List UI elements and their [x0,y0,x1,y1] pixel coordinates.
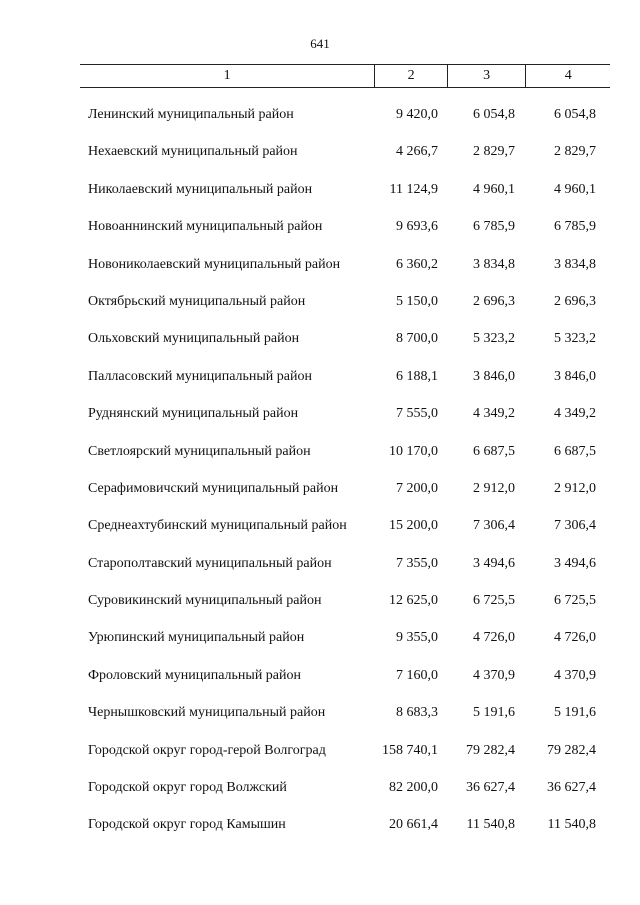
value-col-3: 3 494,6 [473,555,515,571]
district-name: Фроловский муниципальный район [88,667,302,683]
value-col-2: 5 150,0 [396,293,438,309]
district-name: Руднянский муниципальный район [88,406,299,422]
table-row [0,103,640,140]
district-name: Светлоярский муниципальный район [88,443,311,459]
value-col-3: 5 191,6 [473,705,515,721]
header-col-3: 3 [447,65,526,88]
table-row [0,365,640,402]
value-col-3: 4 349,2 [473,406,515,422]
value-col-2: 6 188,1 [396,368,438,384]
value-col-3: 6 725,5 [473,593,515,609]
value-col-2: 8 700,0 [396,331,438,347]
value-col-4: 5 323,2 [554,331,596,347]
value-col-2: 12 625,0 [389,593,438,609]
table-row [0,813,640,850]
table-row [0,178,640,215]
header-col-2: 2 [375,65,448,88]
value-col-4: 79 282,4 [547,742,596,758]
district-name: Николаевский муниципальный район [88,181,313,197]
value-col-2: 9 420,0 [396,107,438,122]
value-col-4: 2 829,7 [554,144,596,160]
value-col-2: 7 355,0 [396,555,438,571]
value-col-3: 3 846,0 [473,368,515,384]
value-col-3: 2 696,3 [473,293,515,309]
value-col-3: 4 960,1 [473,181,515,197]
value-col-4: 6 725,5 [554,593,596,609]
value-col-3: 2 912,0 [473,480,515,496]
value-col-4: 6 785,9 [554,219,596,235]
value-col-3: 7 306,4 [473,518,515,534]
table-row [0,215,640,252]
district-name: Чернышковский муниципальный район [88,705,326,721]
district-name: Октябрьский муниципальный район [88,293,306,309]
value-col-2: 82 200,0 [389,780,438,796]
value-col-4: 4 726,0 [554,630,596,646]
value-col-3: 36 627,4 [466,780,515,796]
district-name: Серафимовичский муниципальный район [88,480,339,496]
district-name: Суровикинский муниципальный район [88,593,322,609]
value-col-2: 7 160,0 [396,667,438,683]
district-name: Урюпинский муниципальный район [88,630,305,646]
district-name: Городской округ город Камышин [88,817,286,833]
value-col-4: 3 846,0 [554,368,596,384]
value-col-2: 6 360,2 [396,256,438,272]
value-col-3: 6 785,9 [473,219,515,235]
value-col-3: 6 054,8 [473,107,515,122]
district-name: Городской округ город-герой Волгоград [88,742,326,758]
value-col-3: 3 834,8 [473,256,515,272]
value-col-2: 20 661,4 [389,817,438,833]
value-col-3: 4 370,9 [473,667,515,683]
value-col-4: 6 687,5 [554,443,596,459]
value-col-2: 158 740,1 [382,742,438,758]
value-col-4: 5 191,6 [554,705,596,721]
header-col-1: 1 [80,65,375,88]
value-col-3: 5 323,2 [473,331,515,347]
table-row [0,701,640,738]
value-col-2: 7 555,0 [396,406,438,422]
district-name: Нехаевский муниципальный район [88,144,298,160]
table-row [0,514,640,551]
value-col-3: 2 829,7 [473,144,515,160]
value-col-2: 9 693,6 [396,219,438,235]
table-row [0,626,640,663]
table-row [0,739,640,776]
value-col-3: 11 540,8 [466,817,515,833]
table-row [0,477,640,514]
district-name: Старополтавский муниципальный район [88,555,332,571]
value-col-2: 15 200,0 [389,518,438,534]
table-row [0,327,640,364]
value-col-4: 4 349,2 [554,406,596,422]
table-row [0,253,640,290]
district-name: Новониколаевский муниципальный район [88,256,341,272]
value-col-3: 4 726,0 [473,630,515,646]
district-name: Городской округ город Волжский [88,780,287,796]
table-row [0,402,640,439]
value-col-2: 10 170,0 [389,443,438,459]
district-name: Среднеахтубинский муниципальный район [88,518,347,534]
value-col-4: 2 912,0 [554,480,596,496]
value-col-4: 4 960,1 [554,181,596,197]
value-col-4: 6 054,8 [554,107,596,122]
value-col-3: 6 687,5 [473,443,515,459]
table-row [0,440,640,477]
page-number: 641 [310,36,330,51]
table-row [0,664,640,701]
value-col-4: 3 494,6 [554,555,596,571]
value-col-4: 4 370,9 [554,667,596,683]
header-col-4: 4 [526,65,610,88]
table-row [0,140,640,177]
table-row [0,589,640,626]
district-name: Ольховский муниципальный район [88,331,300,347]
value-col-2: 11 124,9 [389,181,438,197]
district-name: Палласовский муниципальный район [88,368,312,384]
table-row [0,290,640,327]
value-col-4: 2 696,3 [554,293,596,309]
value-col-2: 8 683,3 [396,705,438,721]
value-col-4: 7 306,4 [554,518,596,534]
table-header [80,64,610,88]
value-col-3: 79 282,4 [466,742,515,758]
value-col-2: 9 355,0 [396,630,438,646]
value-col-2: 7 200,0 [396,480,438,496]
value-col-4: 11 540,8 [547,817,596,833]
table-row [0,552,640,589]
value-col-2: 4 266,7 [396,144,438,160]
table-row [0,776,640,813]
district-name: Ленинский муниципальный район [88,107,294,122]
district-name: Новоаннинский муниципальный район [88,219,323,235]
table-body [0,103,640,851]
value-col-4: 3 834,8 [554,256,596,272]
value-col-4: 36 627,4 [547,780,596,796]
